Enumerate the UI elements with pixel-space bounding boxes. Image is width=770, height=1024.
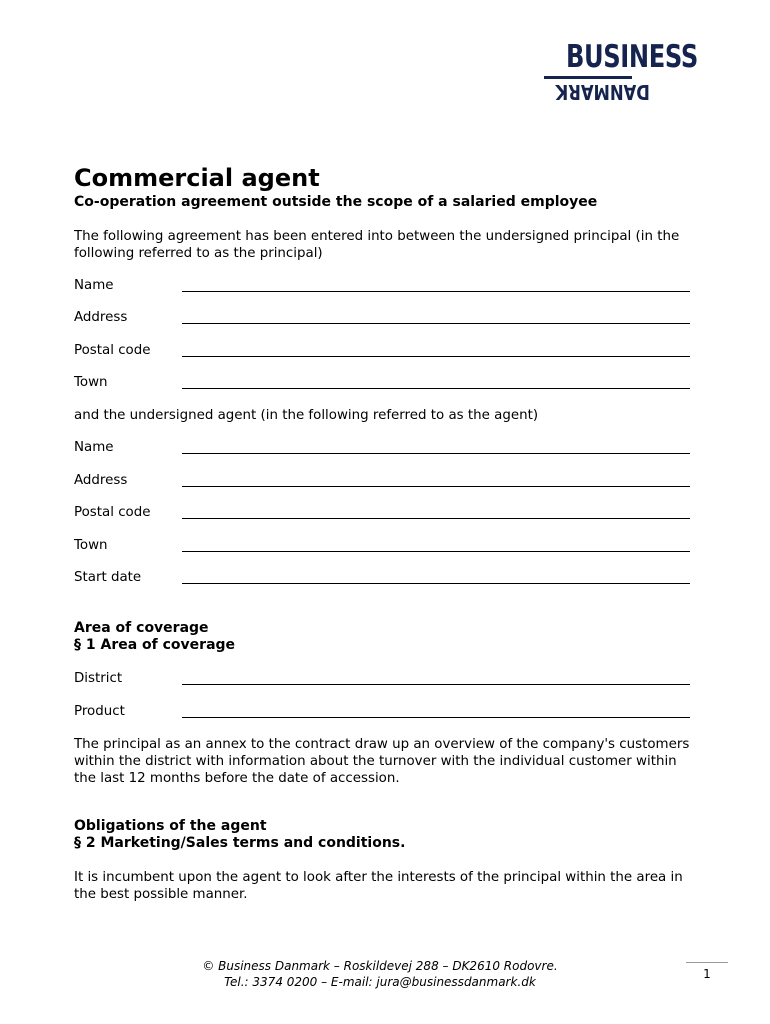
field-label: Town [74,538,108,553]
field-label: Town [74,375,108,390]
footer-contact: Tel.: 3374 0200 – E-mail: jura@businessdanmark.dk [224,975,536,989]
field-line[interactable] [182,453,690,454]
coverage-section-heading: § 1 Area of coverage [74,637,236,653]
agent-name-field[interactable] [74,440,690,458]
intro-paragraph: The following agreement has been entered into between the undersigned principal (in the following referred to as the principal) [74,229,680,261]
field-line[interactable] [182,551,690,552]
logo-danmark-text: DANMARK [555,80,650,104]
field-line[interactable] [182,518,690,519]
field-line[interactable] [182,388,690,389]
field-label: Name [74,440,114,455]
field-label: Postal code [74,505,151,520]
field-label: Address [74,310,128,325]
obligations-section-heading: § 2 Marketing/Sales terms and conditions. [74,835,406,851]
agent-start-date-field[interactable] [74,570,690,588]
principal-name-field[interactable] [74,278,690,296]
obligations-paragraph: It is incumbent upon the agent to look after the interests of the principal within the area in the best possible manner. [74,870,683,902]
product-field[interactable] [74,704,690,722]
field-line[interactable] [182,356,690,357]
principal-town-field[interactable] [74,375,690,393]
page-number: 1 [686,962,728,981]
coverage-heading: Area of coverage [74,620,209,636]
footer-address: © Business Danmark – Roskildevej 288 – DK2610 Rodovre. [202,959,558,973]
field-line[interactable] [182,684,690,685]
field-line[interactable] [182,291,690,292]
coverage-paragraph: The principal as an annex to the contract draw up an overview of the company's customers within the district with information about the turnover with the individual customer within the last 12 months before the date of accession. [74,737,690,786]
principal-postal-code-field[interactable] [74,343,690,361]
page-subtitle: Co-operation agreement outside the scope of a salaried employee [74,194,598,210]
field-label: Product [74,704,125,719]
agent-address-field[interactable] [74,473,690,491]
logo-business-text: BUSINESS [566,39,698,75]
page-title: Commercial agent [74,164,320,192]
principal-address-field[interactable] [74,310,690,328]
field-label: Postal code [74,343,151,358]
page-footer [150,958,610,990]
obligations-heading: Obligations of the agent [74,818,267,834]
agent-intro-paragraph: and the undersigned agent (in the following referred to as the agent) [74,408,539,423]
field-line[interactable] [182,323,690,324]
field-line[interactable] [182,583,690,584]
logo-bar [544,76,632,79]
agent-postal-code-field[interactable] [74,505,690,523]
business-danmark-logo [544,40,720,108]
field-label: Start date [74,570,142,585]
field-label: Name [74,278,114,293]
field-line[interactable] [182,717,690,718]
district-field[interactable] [74,671,690,689]
field-label: District [74,671,123,686]
field-line[interactable] [182,486,690,487]
field-label: Address [74,473,128,488]
agent-town-field[interactable] [74,538,690,556]
